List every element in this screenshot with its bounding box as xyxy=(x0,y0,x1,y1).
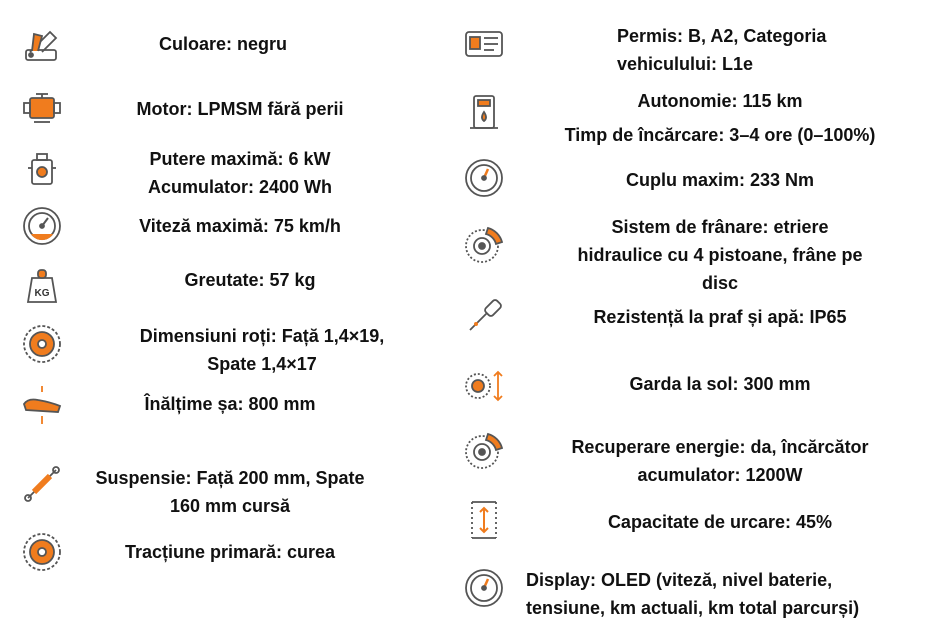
license-card-icon xyxy=(462,22,506,66)
energy-recovery-icon xyxy=(462,428,506,472)
spec-autonomie: Autonomie: 115 km Timp de încărcare: 3–4 ore (0–100%) xyxy=(564,91,876,145)
spec-suspensie: Suspensie: Față 200 mm, Spate 160 mm cursă xyxy=(95,468,365,516)
spec-motor: Motor: LPMSM fără perii xyxy=(136,99,344,119)
weight-kg-text: KG xyxy=(34,288,50,299)
torque-gauge-icon xyxy=(462,156,506,200)
spec-viteza: Viteză maximă: 75 km/h xyxy=(139,216,341,236)
spec-urcare: Capacitate de urcare: 45% xyxy=(607,512,833,532)
spec-permis: Permis: B, A2, Categoria vehiculului: L1e xyxy=(617,26,827,74)
shock-absorber-icon xyxy=(20,462,64,506)
spec-garda: Garda la sol: 300 mm xyxy=(629,374,811,394)
spec-culoare: Culoare: negru xyxy=(158,34,287,54)
seat-height-icon xyxy=(20,384,64,428)
spec-display: Display: OLED (viteză, nivel baterie, tensiune, km actuali, km total parcurși) xyxy=(526,570,860,618)
wheel-icon xyxy=(20,322,64,366)
weight-kg-icon xyxy=(20,264,64,308)
ground-clearance-icon xyxy=(462,364,506,408)
dust-water-icon xyxy=(462,294,506,338)
spec-recuperare: Recuperare energie: da, încărcător acumulator: 1200W xyxy=(571,437,869,485)
drive-wheel-icon xyxy=(20,530,64,574)
battery-engine-icon xyxy=(20,148,64,192)
brake-disc-icon xyxy=(462,222,506,266)
spec-putere: Putere maximă: 6 kW Acumulator: 2400 Wh xyxy=(147,149,333,197)
color-swatch-icon xyxy=(20,24,64,68)
spec-franare: Sistem de frânare: etriere hidraulice cu 4 pistoane, frâne pe disc xyxy=(577,217,863,293)
spec-sa: Înălțime șa: 800 mm xyxy=(144,394,316,414)
spec-rezistenta: Rezistență la praf și apă: IP65 xyxy=(593,307,847,327)
display-gauge-icon xyxy=(462,566,506,610)
motor-icon xyxy=(20,86,64,130)
spec-tractiune: Tracțiune primară: curea xyxy=(124,542,336,562)
speedometer-icon xyxy=(20,204,64,248)
spec-cuplu: Cuplu maxim: 233 Nm xyxy=(625,170,815,190)
fuel-pump-icon xyxy=(462,90,506,134)
spec-roti: Dimensiuni roți: Față 1,4×19, Spate 1,4×17 xyxy=(139,326,385,374)
spec-greutate: Greutate: 57 kg xyxy=(184,270,316,290)
climb-capacity-icon xyxy=(462,498,506,542)
